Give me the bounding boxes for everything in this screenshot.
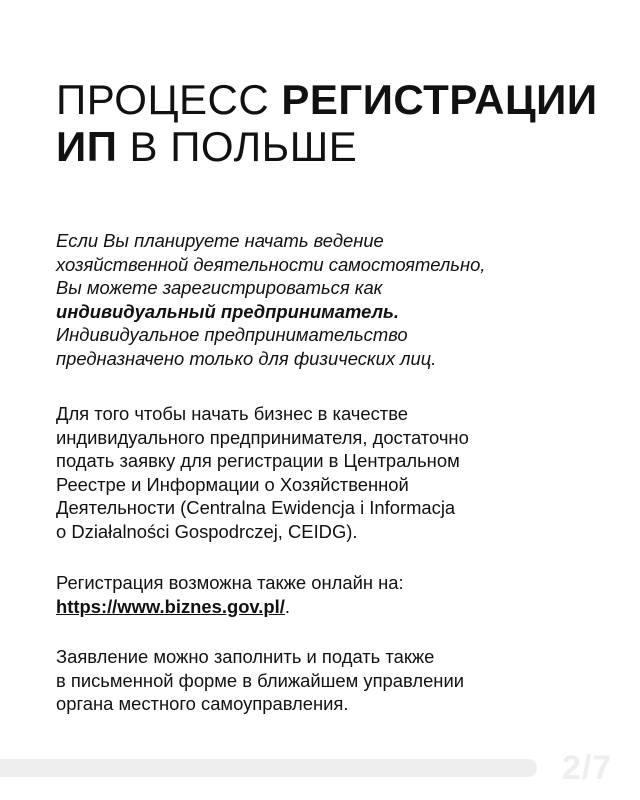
- page-indicator: 2/7: [562, 749, 613, 787]
- link-trailing-period: .: [284, 595, 290, 617]
- intro-line: Если Вы планируете начать ведение: [56, 230, 384, 251]
- online-link-line: [56, 595, 596, 619]
- intro-highlight: индивидуальный предприниматель.: [56, 300, 400, 322]
- title-regular-suffix: В ПОЛЬШЕ: [117, 123, 358, 170]
- written-application-paragraph: [56, 645, 596, 716]
- title-bold-abbrev: ИП: [56, 123, 118, 170]
- ceidg-paragraph: [56, 402, 596, 544]
- written-line: Заявление можно заполнить и подать также: [56, 646, 435, 667]
- online-line: Регистрация возможна также онлайн на:: [56, 572, 404, 593]
- online-registration-paragraph: [56, 571, 596, 618]
- title-line-2: [56, 123, 596, 170]
- slide-progress-bar: [0, 759, 537, 777]
- title-line-1: [56, 76, 596, 123]
- intro-line: Вы можете зарегистрироваться как: [56, 277, 383, 299]
- ceidg-line: Реестре и Информации о Хозяйственной: [56, 473, 409, 495]
- ceidg-line: Деятельности (Centralna Ewidencja i Informacja: [56, 497, 456, 519]
- ceidg-line: Для того чтобы начать бизнес в качестве: [56, 403, 409, 424]
- intro-line: предназначено только для физических лиц.: [56, 347, 437, 369]
- title-bold-text: РЕГИСТРАЦИИ: [281, 76, 598, 123]
- ceidg-line: o Działalności Gospodrczej, CEIDG).: [56, 520, 358, 542]
- title-regular-text: ПРОЦЕСС: [56, 76, 282, 123]
- intro-line: хозяйственной деятельности самостоятельно,: [56, 253, 486, 275]
- biznes-gov-link[interactable]: https://www.biznes.gov.pl/: [56, 595, 285, 617]
- written-line: органа местного самоуправления.: [56, 693, 349, 715]
- intro-paragraph: [56, 229, 596, 371]
- ceidg-line: индивидуального предпринимателя, достаточно: [56, 426, 469, 448]
- ceidg-line: подать заявку для регистрации в Центральном: [56, 450, 460, 472]
- page-title: [56, 76, 596, 170]
- intro-line: Индивидуальное предпринимательство: [56, 324, 408, 346]
- written-line: в письменной форме в ближайшем управлении: [56, 669, 464, 691]
